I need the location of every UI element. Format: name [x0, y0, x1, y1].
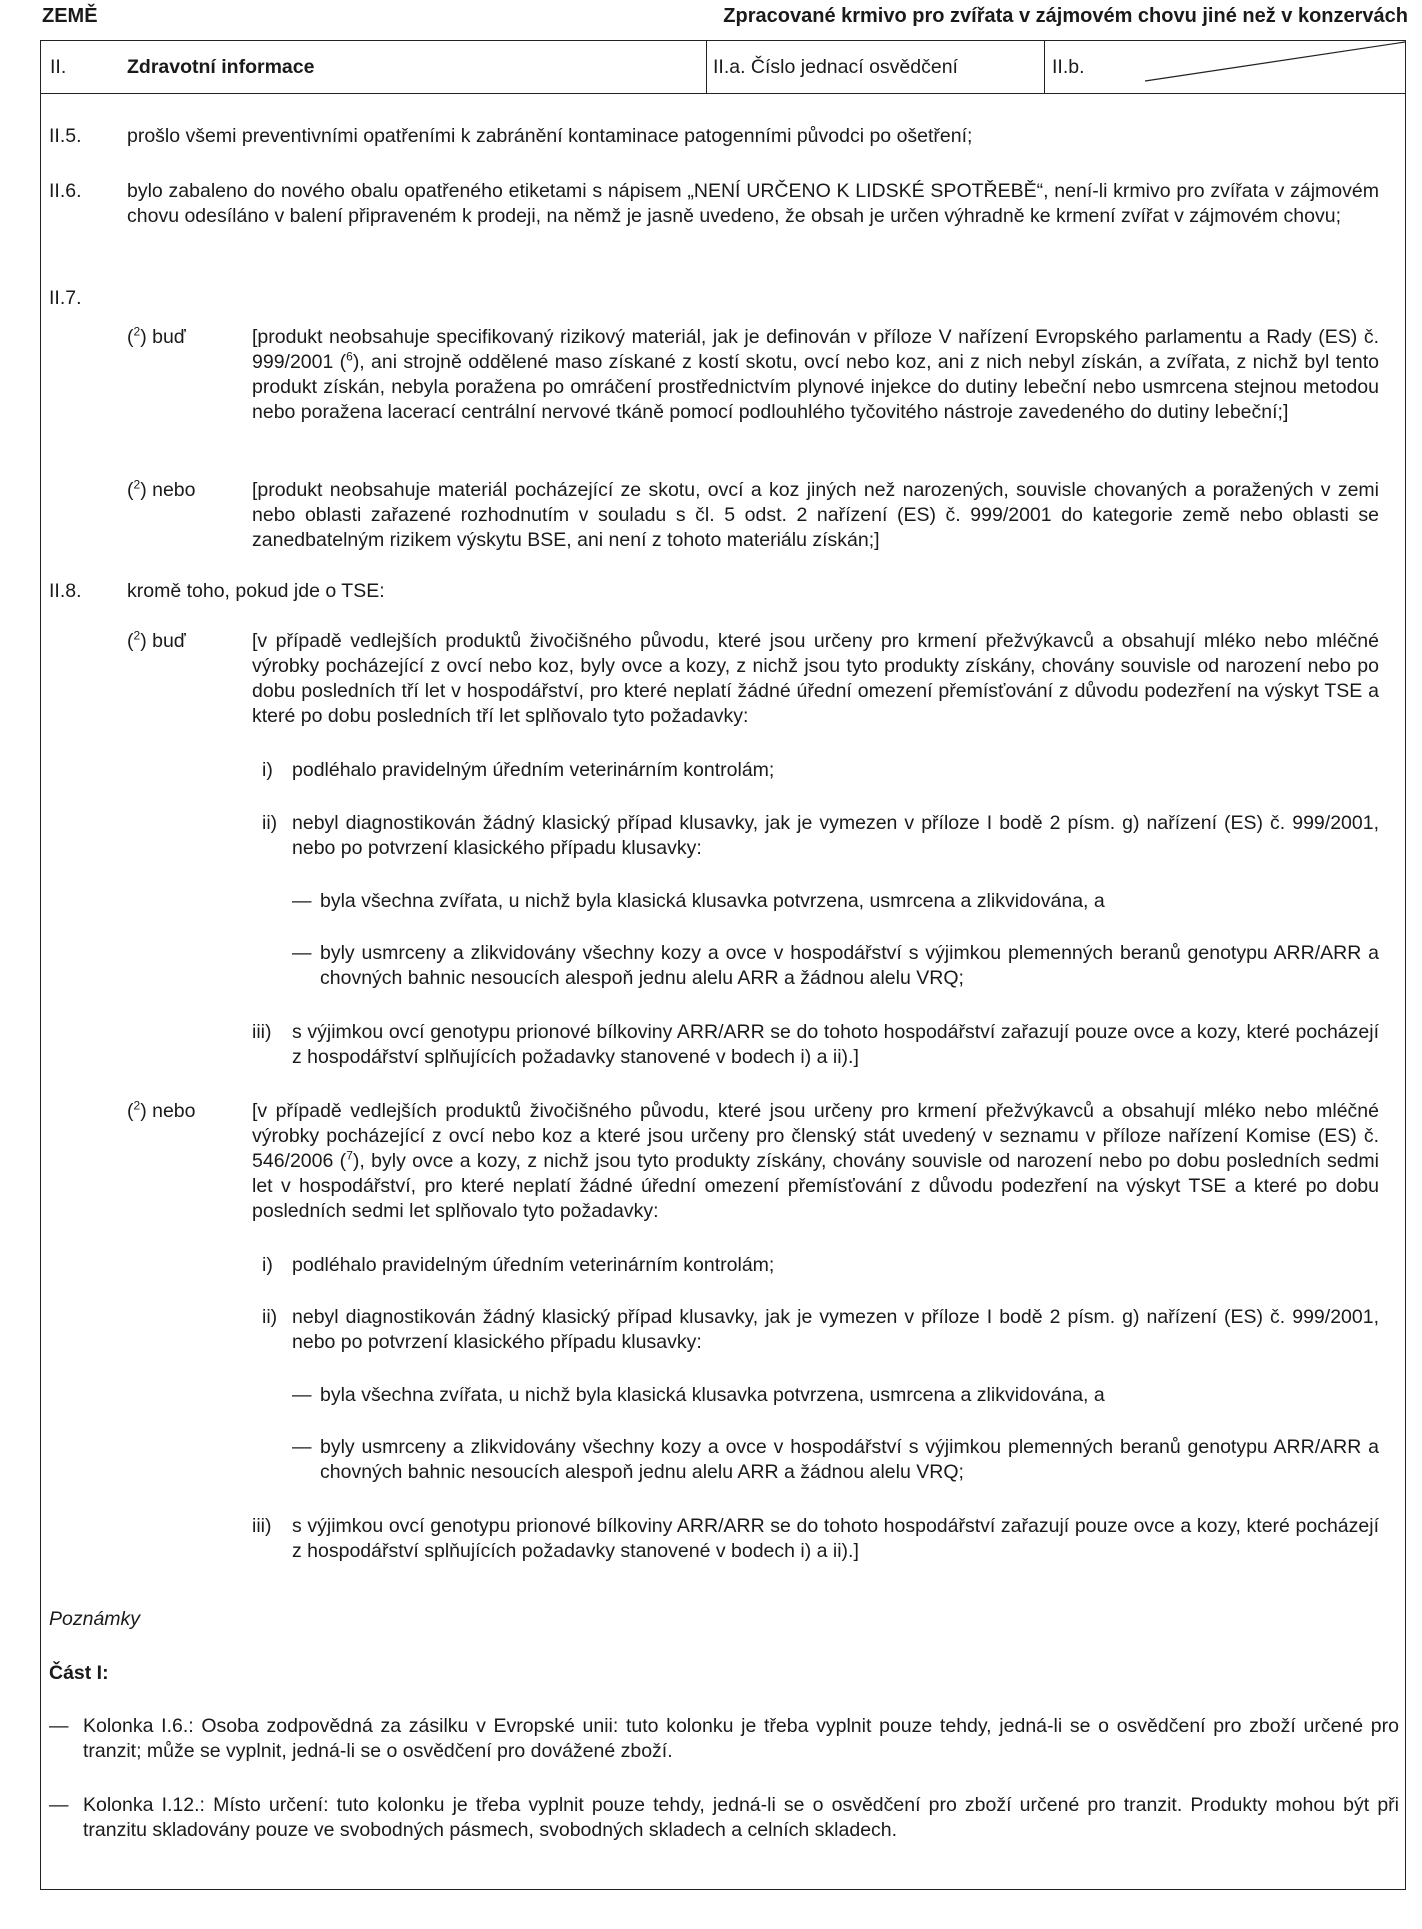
- list-number: ii): [262, 812, 278, 834]
- dash-bullet: —: [292, 1436, 312, 1458]
- section-title: Zdravotní informace: [127, 56, 315, 78]
- list-item: s výjimkou ovcí genotypu prionové bílkoviny ARR/ARR se do tohoto hospodářství zařazují pouze ovce a kozy, které pocházejí z hospodářství splňujících požadavky stanovené v bodech i) a ii).]: [292, 1515, 1379, 1562]
- list-number: iii): [252, 1515, 272, 1537]
- option-label: ($^2$) nebo: [127, 1098, 196, 1122]
- reference-number-label: II.a. Číslo jednací osvědčení: [713, 56, 958, 78]
- diagonal-strike-line: [41, 41, 1405, 93]
- section-number: II.8.: [49, 580, 82, 602]
- document-title: Zpracované krmivo pro zvířata v zájmovém chovu jiné než v konzervách: [723, 5, 1408, 27]
- list-number: iii): [252, 1021, 272, 1043]
- list-item: byla všechna zvířata, u nichž byla klasická klusavka potvrzena, usmrcena a zlikvidována, a: [320, 1384, 1105, 1406]
- option-label: ($^2$) buď: [127, 628, 186, 652]
- table-header-row: [41, 41, 1405, 94]
- dash-bullet: —: [292, 890, 312, 912]
- list-item: nebyl diagnostikován žádný klasický případ klusavky, jak je vymezen v příloze I bodě 2 písm. g) nařízení (ES) č. 999/2001, nebo po potvrzení klasického případu klusavky:: [292, 812, 1379, 859]
- country-label: ZEMĚ: [42, 5, 98, 27]
- option-text: [v případě vedlejších produktů živočišného původu, které jsou určeny pro krmení přežvýkavců a obsahují mléko nebo mléčné výrobky pocházející z ovcí nebo koz, byly ovce a kozy, z nichž jsou tyto produkty získány, chovány souvisle od narození nebo po dobu posledních tří let v hospodářství, pro které neplatí žádné úřední omezení přemísťování z důvodu podezření na výskyt TSE a které po dobu posledních tří let splňovalo tyto požadavky:: [252, 630, 1379, 727]
- option-text: [v případě vedlejších produktů živočišného původu, které jsou určeny pro krmení přežvýkavců a obsahují mléko nebo mléčné výrobky pocházející z ovcí nebo koz a které jsou určeny pro členský stát uvedený v seznamu v příloze nařízení Komise (ES) č. 546/2006 ($^7$), byly ovce a kozy, z nichž jsou tyto produkty získány, chovány souvisle od narození nebo po dobu posledních sedmi let v hospodářství, pro které neplatí žádné úřední omezení přemísťování z důvodu podezření na výskyt TSE a které po dobu posledních sedmi let splňovalo tyto požadavky:: [252, 1100, 1379, 1222]
- dash-bullet: —: [292, 1384, 312, 1406]
- list-item: nebyl diagnostikován žádný klasický případ klusavky, jak je vymezen v příloze I bodě 2 písm. g) nařízení (ES) č. 999/2001, nebo po potvrzení klasického případu klusavky:: [292, 1306, 1379, 1353]
- section-number: II.7.: [49, 287, 82, 309]
- dash-bullet: —: [292, 942, 312, 964]
- list-item: podléhalo pravidelným úředním veterinárním kontrolám;: [292, 759, 775, 781]
- reference-b-label: II.b.: [1052, 56, 1085, 78]
- dash-bullet: —: [49, 1794, 69, 1816]
- notes-title: Poznámky: [49, 1608, 141, 1630]
- list-number: i): [262, 759, 273, 781]
- section-text: prošlo všemi preventivními opatřeními k zabránění kontaminace patogenními původci po ošetření;: [127, 125, 973, 147]
- section-number: II.6.: [49, 180, 82, 202]
- list-number: i): [262, 1254, 273, 1276]
- list-item: s výjimkou ovcí genotypu prionové bílkoviny ARR/ARR se do tohoto hospodářství zařazují pouze ovce a kozy, které pocházejí z hospodářství splňujících požadavky stanovené v bodech i) a ii).]: [292, 1021, 1379, 1068]
- option-text: [produkt neobsahuje materiál pocházející ze skotu, ovcí a koz jiných než narozených, souvisle chovaných a poražených v zemi nebo oblasti zařazené rozhodnutím v souladu s čl. 5 odst. 2 nařízení (ES) č. 999/2001 do kategorie země nebo oblasti se zanedbatelným rizikem výskytu BSE, ani není z tohoto materiálu získán;]: [252, 479, 1379, 551]
- note-item: Kolonka I.12.: Místo určení: tuto kolonku je třeba vyplnit pouze tehdy, jedná-li se o osvědčení pro zboží určené pro tranzit. Produkty mohou být při tranzitu skladovány pouze ve svobodných pásmech, svobodných skladech a celních skladech.: [83, 1794, 1399, 1841]
- option-label: ($^2$) buď: [127, 324, 186, 348]
- section-text: kromě toho, pokud jde o TSE:: [127, 580, 385, 602]
- option-text: [produkt neobsahuje specifikovaný rizikový materiál, jak je definován v příloze V nařízení Evropského parlamentu a Rady (ES) č. 999/2001 ($^6$), ani strojně oddělené maso získané z kostí skotu, ovcí nebo koz, ani z nich nebyl získán, a zvířata, z nichž byl tento produkt získán, nebyla poražena po omráčení prostřednictvím plynové injekce do dutiny lebeční nebo usmrcena stejnou metodou nebo poražena lacerací centrální nervové tkáně pomocí podlouhlého tyčovitého nástroje zavedeného do dutiny lebeční;]: [252, 326, 1379, 423]
- list-item: byla všechna zvířata, u nichž byla klasická klusavka potvrzena, usmrcena a zlikvidována, a: [320, 890, 1105, 912]
- list-item: byly usmrceny a zlikvidovány všechny kozy a ovce v hospodářství s výjimkou plemenných beranů genotypu ARR/ARR a chovných bahnic nesoucích alespoň jednu alelu ARR a žádnou alelu VRQ;: [320, 942, 1379, 989]
- list-item: byly usmrceny a zlikvidovány všechny kozy a ovce v hospodářství s výjimkou plemenných beranů genotypu ARR/ARR a chovných bahnic nesoucích alespoň jednu alelu ARR a žádnou alelu VRQ;: [320, 1436, 1379, 1483]
- option-label: ($^2$) nebo: [127, 477, 196, 501]
- certificate-frame: [40, 40, 1406, 1890]
- note-item: Kolonka I.6.: Osoba zodpovědná za zásilku v Evropské unii: tuto kolonku je třeba vyplnit pouze tehdy, jedná-li se o osvědčení pro zboží určené pro tranzit; může se vyplnit, jedná-li se o osvědčení pro dovážené zboží.: [83, 1715, 1399, 1762]
- section-number: II.: [50, 56, 67, 78]
- list-number: ii): [262, 1306, 278, 1328]
- section-number: II.5.: [49, 125, 82, 147]
- notes-part-heading: Část I:: [49, 1662, 109, 1684]
- dash-bullet: —: [49, 1715, 69, 1737]
- section-text: bylo zabaleno do nového obalu opatřeného etiketami s nápisem „NENÍ URČENO K LIDSKÉ SPOTŘEBĚ“, není-li krmivo pro zvířata v zájmovém chovu odesíláno v balení připraveném k prodeji, na němž je jasně uvedeno, že obsah je určen výhradně ke krmení zvířat v zájmovém chovu;: [127, 180, 1379, 227]
- list-item: podléhalo pravidelným úředním veterinárním kontrolám;: [292, 1254, 775, 1276]
